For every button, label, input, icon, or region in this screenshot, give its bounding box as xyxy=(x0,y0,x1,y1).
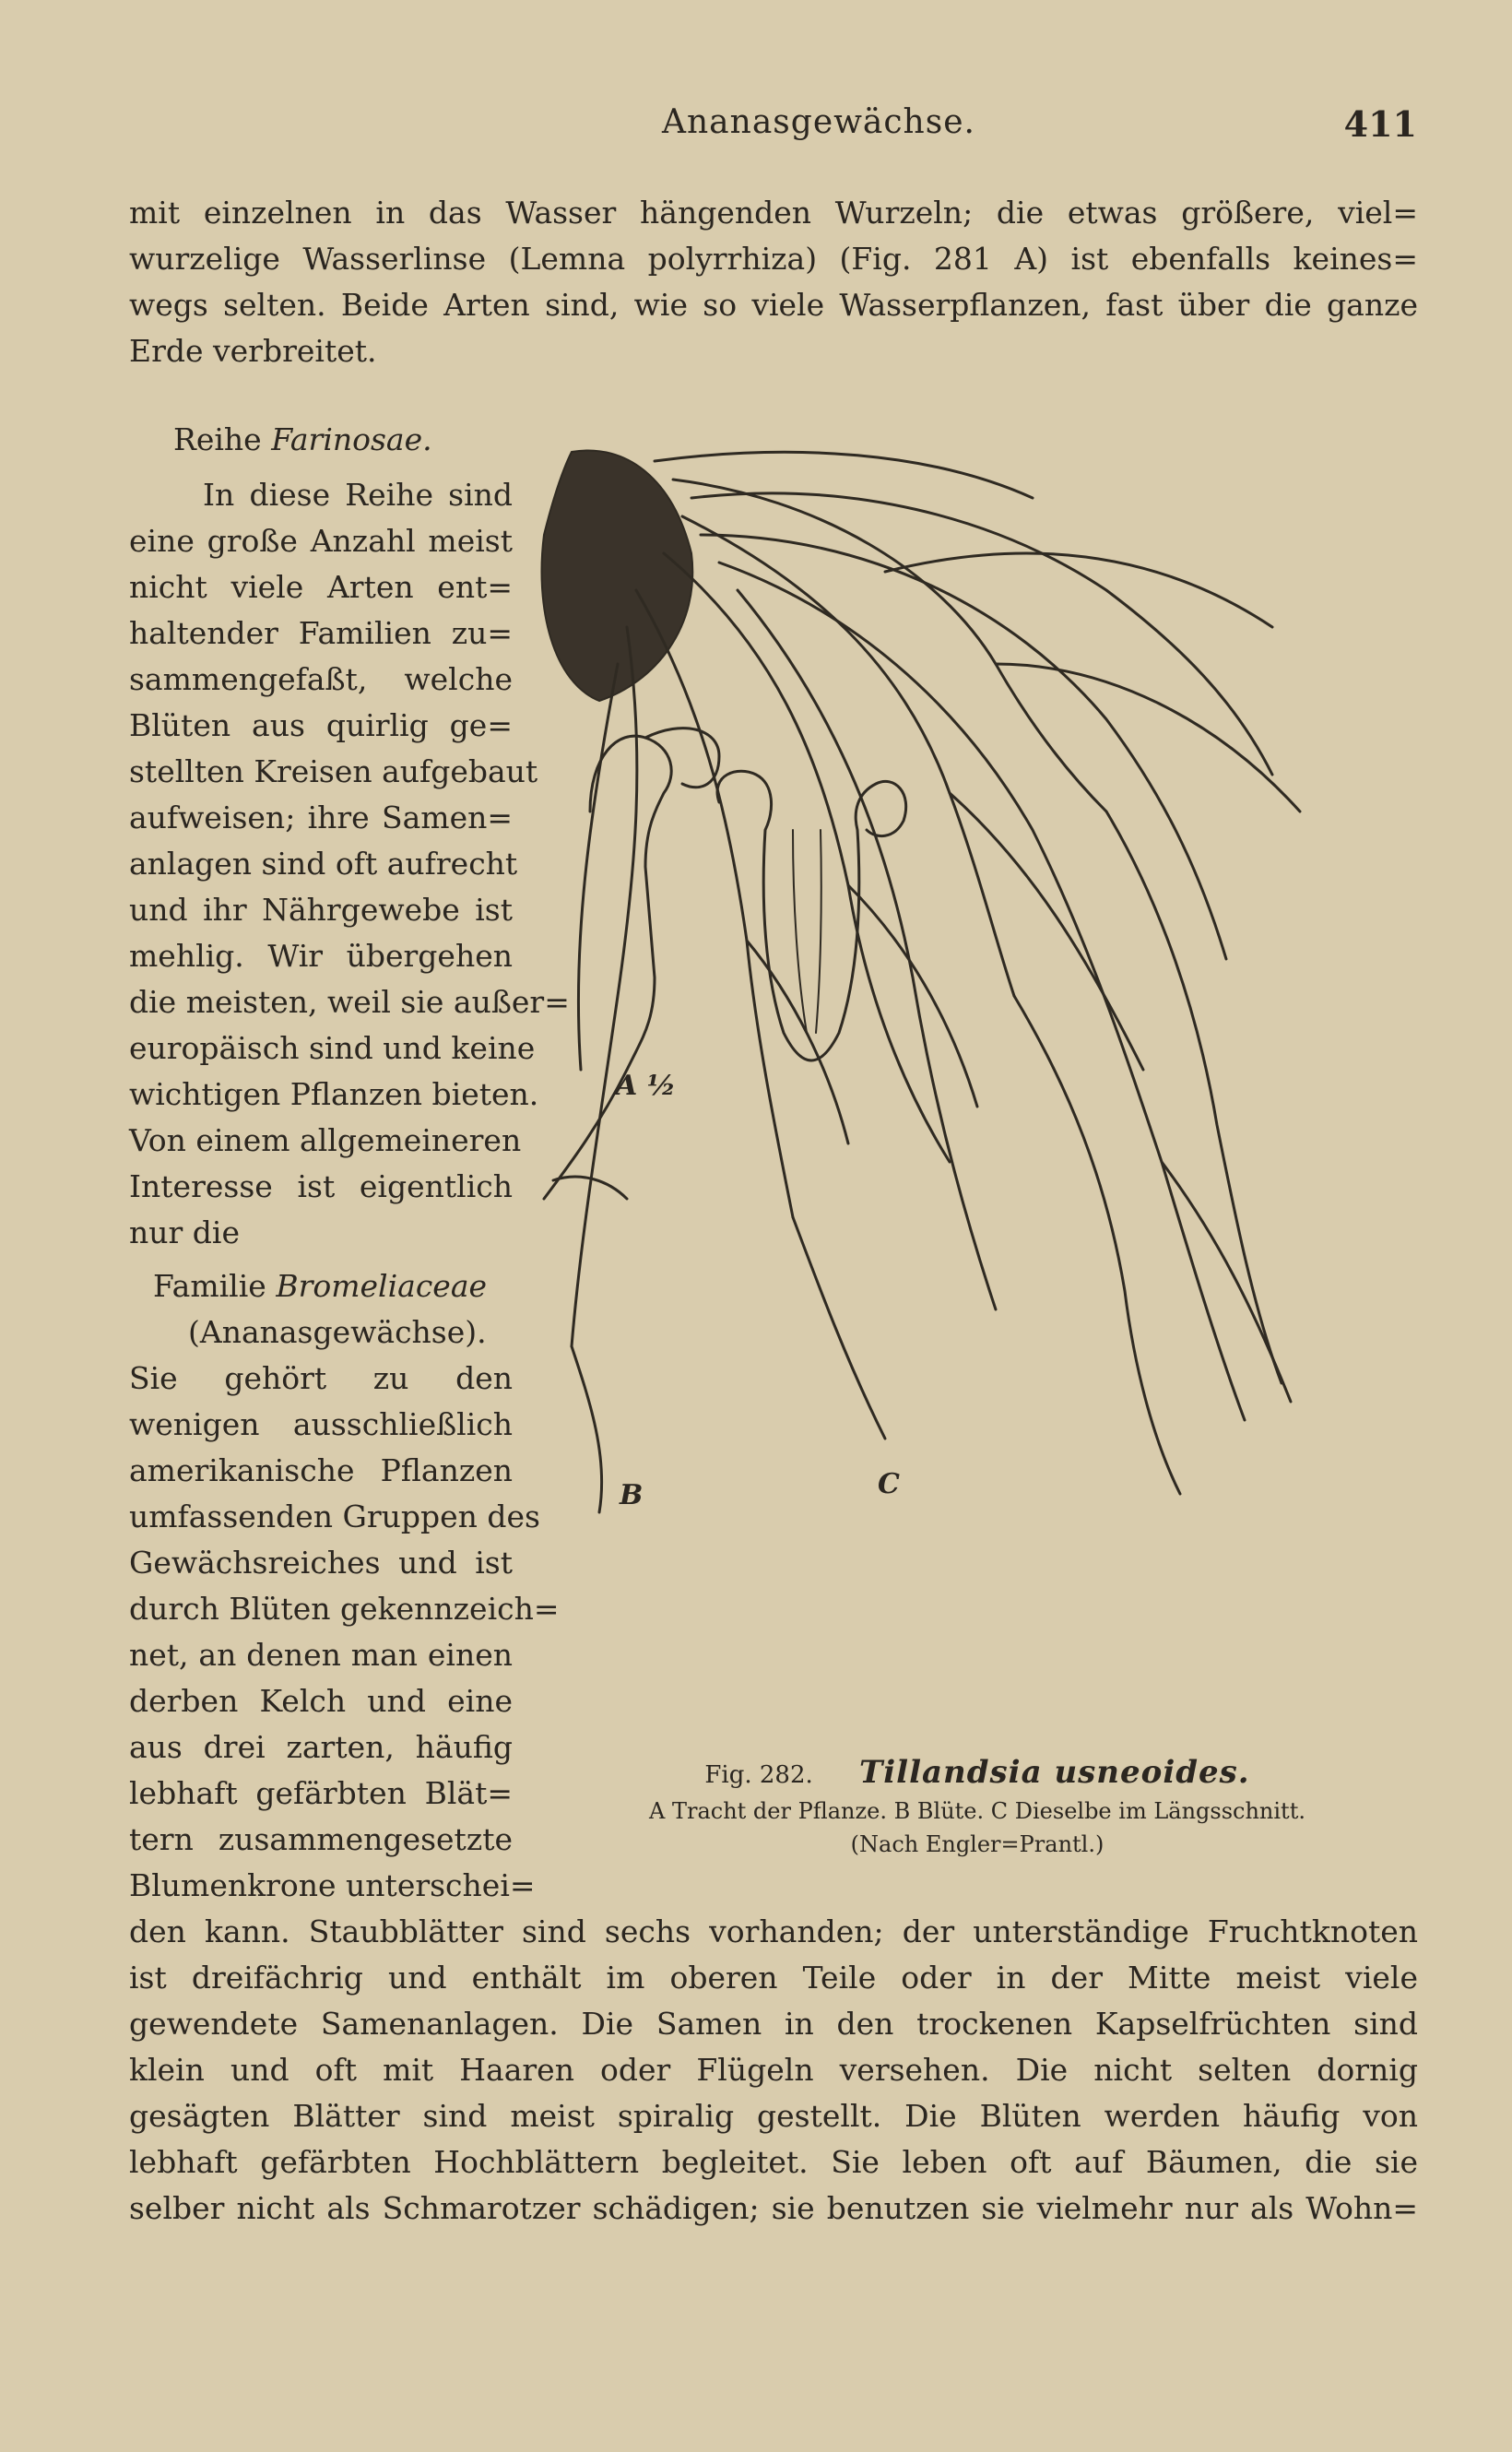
text-line: nur die xyxy=(129,1214,240,1250)
text-line: haltender Familien zu= xyxy=(129,615,513,651)
running-title: Ananasgewächse. xyxy=(662,103,975,141)
text-line: klein und oft mit Haaren oder Flügeln versehen. Die nicht selten dornig xyxy=(129,2052,1418,2088)
figure-number: Fig. 282. xyxy=(704,1761,813,1789)
text-line: nicht viele Arten ent= xyxy=(129,569,513,605)
text-line: aufweisen; ihre Samen= xyxy=(129,800,513,835)
section-heading xyxy=(173,417,432,463)
text-line: lebhaft gefärbten Hochblättern begleitet. Sie leben oft auf Bäumen, die sie xyxy=(129,2144,1418,2180)
text-line: wegs selten. Beide Arten sind, wie so viele Wasserpflanzen, fast über die ganze xyxy=(129,287,1418,323)
text-line: tern zusammengesetzte xyxy=(129,1821,513,1857)
text-line: Erde verbreitet. xyxy=(129,333,377,369)
figure-caption: A Tracht der Pflanze. B Blüte. C Dieselbe im Längsschnitt. xyxy=(649,1798,1305,1824)
figure-species: Tillandsia usneoides. xyxy=(858,1754,1250,1791)
family-common-name: (Ananasgewächse). xyxy=(188,1314,487,1350)
text-line: europäisch sind und keine xyxy=(129,1030,536,1066)
text-line: Gewächsreiches und ist xyxy=(129,1545,513,1581)
family-word: Familie xyxy=(153,1268,266,1304)
text-line: ist dreifächrig und enthält im oberen Teile oder in der Mitte meist viele xyxy=(129,1960,1418,1996)
text-line: sammengefaßt, welche xyxy=(129,661,513,697)
figure-source: (Nach Engler=Prantl.) xyxy=(850,1831,1104,1857)
text-line: lebhaft gefärbten Blät= xyxy=(129,1775,513,1811)
text-line: eine große Anzahl meist xyxy=(129,523,513,559)
text-line: Blumenkrone unterschei= xyxy=(129,1867,536,1903)
family-heading xyxy=(153,1263,487,1309)
label-a-scale: ½ xyxy=(646,1070,677,1102)
page-number: 411 xyxy=(1343,103,1417,145)
text-line: wenigen ausschließlich xyxy=(129,1406,513,1442)
reihe-name: Farinosae. xyxy=(271,421,432,457)
column-paragraph-2 xyxy=(129,1356,560,1909)
running-head xyxy=(0,103,1512,149)
text-line: durch Blüten gekennzeich= xyxy=(129,1591,560,1627)
figure-label-a xyxy=(616,1070,676,1102)
figure-caption-title xyxy=(516,1754,1438,1795)
text-line: selber nicht als Schmarotzer schädigen; sie benutzen sie vielmehr nur als Wohn= xyxy=(129,2190,1418,2226)
text-line: und ihr Nährgewebe ist xyxy=(129,892,513,928)
text-line: gewendete Samenanlagen. Die Samen in den trockenen Kapselfrüchten sind xyxy=(129,2006,1418,2042)
final-paragraph xyxy=(129,1909,1418,2232)
text-line: umfassenden Gruppen des xyxy=(129,1498,540,1534)
text-line: wichtigen Pflanzen bieten. xyxy=(129,1076,539,1112)
text-line: derben Kelch und eine xyxy=(129,1683,513,1719)
text-line: mit einzelnen in das Wasser hängenden Wurzeln; die etwas größere, viel= xyxy=(129,195,1418,231)
text-line: In diese Reihe sind xyxy=(203,477,513,513)
text-line: amerikanische Pflanzen xyxy=(129,1452,513,1488)
label-a-letter: A xyxy=(616,1070,638,1102)
reihe-word: Reihe xyxy=(173,421,262,457)
figure-illustration xyxy=(516,424,1438,1752)
text-line: mehlig. Wir übergehen xyxy=(129,938,513,974)
text-line: die meisten, weil sie außer= xyxy=(129,984,570,1020)
text-line: Blüten aus quirlig ge= xyxy=(129,707,513,743)
figure-label-c: C xyxy=(878,1468,900,1500)
text-line: net, an denen man einen xyxy=(129,1637,513,1673)
text-line: den kann. Staubblätter sind sechs vorhanden; der unterständige Fruchtknoten xyxy=(129,1913,1418,1949)
figure-label-b: B xyxy=(620,1479,644,1511)
family-name: Bromeliaceae xyxy=(276,1268,488,1304)
column-paragraph xyxy=(129,472,570,1256)
text-line: anlagen sind oft aufrecht xyxy=(129,846,518,882)
text-line: Sie gehört zu den xyxy=(129,1360,513,1396)
text-line: Von einem allgemeineren xyxy=(129,1122,522,1158)
text-line: aus drei zarten, häufig xyxy=(129,1729,513,1765)
text-line: gesägten Blätter sind meist spiralig gestellt. Die Blüten werden häufig von xyxy=(129,2098,1418,2134)
text-line: wurzelige Wasserlinse (Lemna polyrrhiza) (Fig. 281 A) ist ebenfalls keines= xyxy=(129,241,1418,277)
text-line: stellten Kreisen aufgebaut xyxy=(129,753,538,789)
intro-paragraph xyxy=(129,190,1418,374)
text-line: Interesse ist eigentlich xyxy=(129,1168,513,1204)
